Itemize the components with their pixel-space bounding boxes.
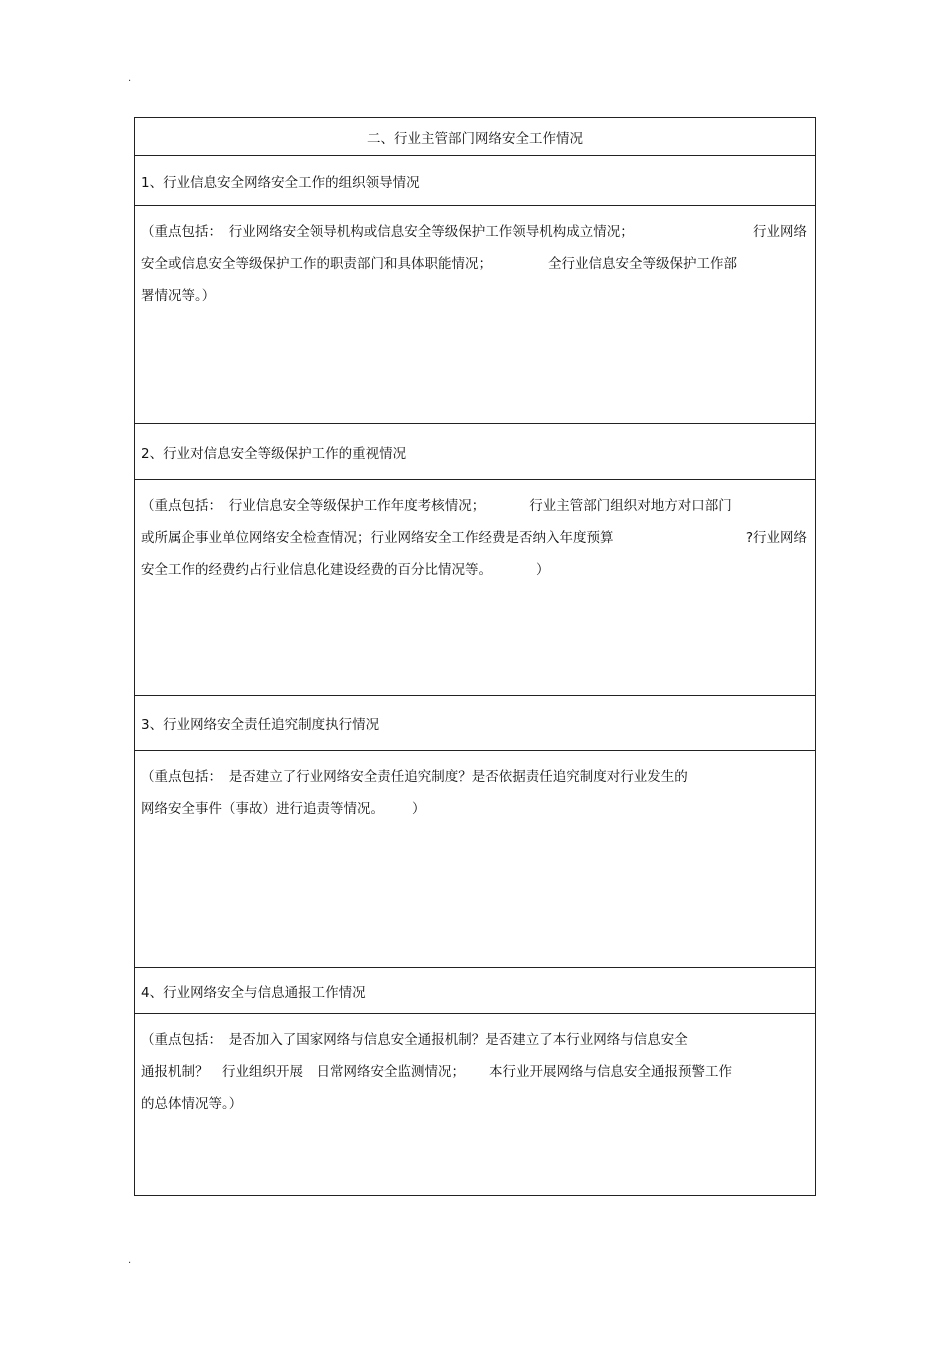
section-3-answer-box[interactable] bbox=[135, 750, 815, 967]
page-mark-bottom: . bbox=[128, 1255, 132, 1266]
section-2-line-2-part-b: ?行业网络 bbox=[745, 530, 807, 546]
section-2-line-2-part-a: 或所属企事业单位网络安全检查情况；行业网络安全工作经费是否纳入年度预算 bbox=[141, 530, 614, 546]
section-1-line-1 bbox=[141, 216, 807, 248]
section-2-answer-box[interactable] bbox=[135, 479, 815, 695]
section-3-line-1-part-a: （重点包括： 是否建立了行业网络安全责任追究制度？是否依据责任追究制度对行业发生的 bbox=[141, 769, 688, 785]
section-1-line-3-part-a: 署情况等。） bbox=[141, 288, 216, 304]
section-1-line-1-part-a: （重点包括： 行业网络安全领导机构或信息安全等级保护工作领导机构成立情况； bbox=[141, 224, 634, 240]
work-status-form bbox=[134, 117, 816, 1196]
section-4-line-2-part-b: 本行业开展网络与信息安全通报预警工作 bbox=[489, 1064, 732, 1080]
section-2-line-2 bbox=[141, 522, 807, 554]
section-1-line-1-part-b: 行业网络 bbox=[753, 224, 807, 240]
form-title: 二、行业主管部门网络安全工作情况 bbox=[367, 130, 583, 147]
section-3-line-2-part-b: ） bbox=[412, 801, 426, 817]
section-3-heading: 3、行业网络安全责任追究制度执行情况 bbox=[135, 695, 815, 750]
section-4-line-3 bbox=[141, 1088, 807, 1120]
section-4-line-1-part-a: （重点包括： 是否加入了国家网络与信息安全通报机制？是否建立了本行业网络与信息安全 bbox=[141, 1032, 688, 1048]
section-4-heading: 4、行业网络安全与信息通报工作情况 bbox=[135, 967, 815, 1013]
section-2-line-3 bbox=[141, 554, 807, 586]
section-1-heading: 1、行业信息安全网络安全工作的组织领导情况 bbox=[135, 155, 815, 205]
section-3-line-1 bbox=[141, 761, 807, 793]
section-1-line-3 bbox=[141, 280, 807, 312]
section-2-line-1 bbox=[141, 490, 807, 522]
section-2-line-3-part-a: 安全工作的经费约占行业信息化建设经费的百分比情况等。 bbox=[141, 562, 492, 578]
section-4-answer-box[interactable] bbox=[135, 1013, 815, 1195]
section-2-heading: 2、行业对信息安全等级保护工作的重视情况 bbox=[135, 423, 815, 479]
section-1-line-2-part-b: 全行业信息安全等级保护工作部 bbox=[548, 256, 737, 272]
section-3-line-2-part-a: 网络安全事件（事故）进行追责等情况。 bbox=[141, 801, 384, 817]
section-1-answer-box[interactable] bbox=[135, 205, 815, 423]
section-2-line-3-part-b: ） bbox=[536, 562, 550, 578]
section-3-line-2 bbox=[141, 793, 807, 825]
page-mark-top: . bbox=[128, 73, 132, 84]
section-1-line-2-part-a: 安全或信息安全等级保护工作的职责部门和具体职能情况； bbox=[141, 256, 492, 272]
section-4-line-3-part-a: 的总体情况等。） bbox=[141, 1096, 243, 1112]
section-4-line-2-part-a: 通报机制？ 行业组织开展 日常网络安全监测情况； bbox=[141, 1064, 465, 1080]
section-2-line-1-part-a: （重点包括： 行业信息安全等级保护工作年度考核情况； bbox=[141, 498, 486, 514]
section-2-line-1-part-b: 行业主管部门组织对地方对口部门 bbox=[529, 498, 732, 514]
section-4-line-2 bbox=[141, 1056, 807, 1088]
section-1-line-2 bbox=[141, 248, 807, 280]
section-4-line-1 bbox=[141, 1024, 807, 1056]
